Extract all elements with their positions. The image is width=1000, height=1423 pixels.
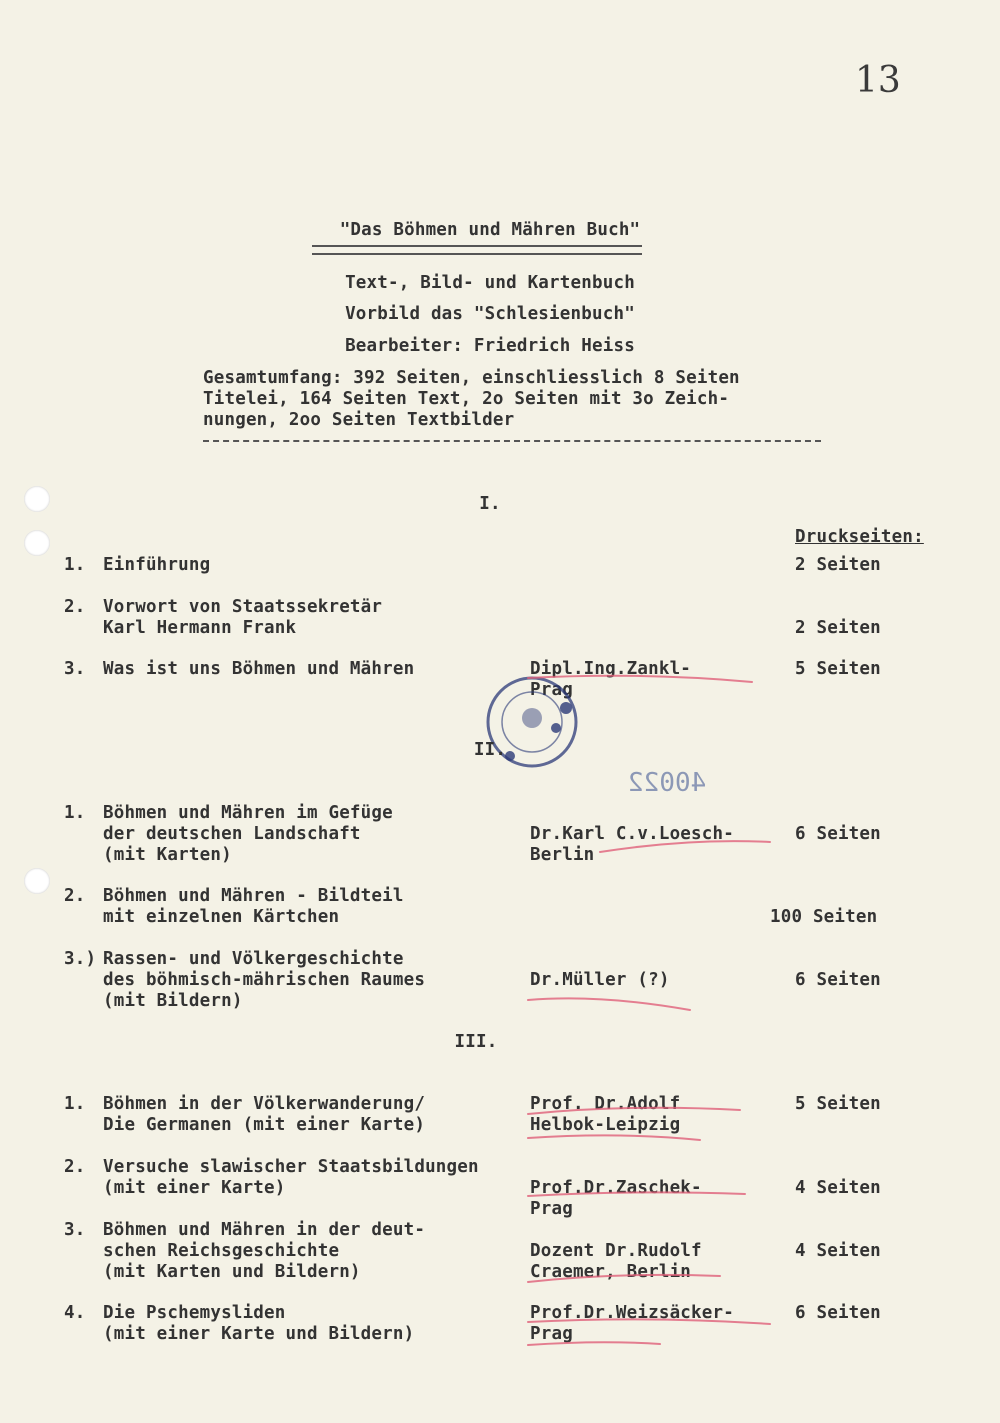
item-title: des böhmisch-mährischen Raumes — [103, 970, 426, 990]
item-title: mit einzelnen Kärtchen — [103, 907, 340, 927]
red-underline — [528, 1192, 745, 1196]
red-underline — [528, 998, 690, 1010]
red-underline — [528, 1135, 700, 1140]
page-number: 13 — [855, 60, 901, 101]
item-author: Dr.Karl C.v.Loesch- — [530, 824, 734, 844]
item-title: (mit Karten und Bildern) — [103, 1262, 361, 1282]
item-author: Dr.Müller (?) — [530, 970, 670, 990]
item-title: Die Pschemysliden — [103, 1303, 286, 1323]
editor-line: Bearbeiter: Friedrich Heiss — [345, 336, 635, 356]
item-number: 3. — [64, 1220, 86, 1240]
item-pages: 5 Seiten — [795, 1094, 881, 1114]
red-underline — [528, 1319, 770, 1324]
item-pages: 4 Seiten — [795, 1241, 881, 1261]
item-number: 1. — [64, 1094, 86, 1114]
section-heading: III. — [454, 1032, 498, 1052]
item-number: 1. — [64, 803, 86, 823]
item-title: (mit Karten) — [103, 845, 232, 865]
red-underline — [528, 1108, 740, 1114]
section-heading: I. — [479, 494, 501, 514]
column-header-pages: Druckseiten: — [795, 527, 924, 547]
item-pages: 100 Seiten — [770, 907, 878, 927]
item-number: 3. — [64, 659, 86, 679]
item-title: Was ist uns Böhmen und Mähren — [103, 659, 415, 679]
red-underline — [528, 1275, 720, 1282]
scope-line-2: Titelei, 164 Seiten Text, 2o Seiten mit 3o Zeich- — [203, 389, 730, 409]
red-underline — [528, 676, 752, 682]
item-pages: 6 Seiten — [795, 970, 881, 990]
item-title: Böhmen und Mähren - Bildteil — [103, 886, 404, 906]
item-pages: 2 Seiten — [795, 555, 881, 575]
item-title: schen Reichsgeschichte — [103, 1241, 340, 1261]
item-pages: 5 Seiten — [795, 659, 881, 679]
item-author: Prag — [530, 1324, 573, 1344]
item-author: Prof.Dr.Zaschek- — [530, 1178, 702, 1198]
item-title: der deutschen Landschaft — [103, 824, 361, 844]
item-title: Rassen- und Völkergeschichte — [103, 949, 404, 969]
item-number: 2. — [64, 886, 86, 906]
scope-line-1: Gesamtumfang: 392 Seiten, einschliesslich 8 Seiten — [203, 368, 740, 388]
item-title: Böhmen in der Völkerwanderung/ — [103, 1094, 426, 1114]
item-number: 1. — [64, 555, 86, 575]
item-number: 2. — [64, 1157, 86, 1177]
item-author: Craemer, Berlin — [530, 1262, 692, 1282]
item-author: Dipl.Ing.Zankl- — [530, 659, 692, 679]
item-pages: 6 Seiten — [795, 1303, 881, 1323]
item-title: Einführung — [103, 555, 211, 575]
subtitle-2: Vorbild das "Schlesienbuch" — [345, 304, 635, 324]
subtitle-1: Text-, Bild- und Kartenbuch — [345, 273, 635, 293]
scope-line-3: nungen, 2oo Seiten Textbilder — [203, 410, 515, 430]
item-title: Böhmen und Mähren in der deut- — [103, 1220, 426, 1240]
item-author: Berlin — [530, 845, 595, 865]
item-author: Prag — [530, 680, 573, 700]
item-title: (mit Bildern) — [103, 991, 243, 1011]
item-author: Dozent Dr.Rudolf — [530, 1241, 702, 1261]
stamp-number: 40022 — [628, 768, 707, 798]
item-author: Helbok-Leipzig — [530, 1115, 681, 1135]
section-heading: II. — [473, 740, 507, 760]
item-title: Böhmen und Mähren im Gefüge — [103, 803, 393, 823]
red-underline — [528, 1342, 660, 1345]
item-title: (mit einer Karte und Bildern) — [103, 1324, 415, 1344]
item-title: Karl Hermann Frank — [103, 618, 297, 638]
item-number: 3.) — [64, 949, 97, 969]
item-number: 4. — [64, 1303, 86, 1323]
item-number: 2. — [64, 597, 86, 617]
item-pages: 6 Seiten — [795, 824, 881, 844]
item-title: Die Germanen (mit einer Karte) — [103, 1115, 426, 1135]
item-author: Prof.Dr.Weizsäcker- — [530, 1303, 734, 1323]
item-author: Prof. Dr.Adolf — [530, 1094, 681, 1114]
item-title: (mit einer Karte) — [103, 1178, 286, 1198]
item-title: Vorwort von Staatssekretär — [103, 597, 383, 617]
item-pages: 2 Seiten — [795, 618, 881, 638]
item-pages: 4 Seiten — [795, 1178, 881, 1198]
document-title: "Das Böhmen und Mähren Buch" — [339, 220, 641, 240]
item-author: Prag — [530, 1199, 573, 1219]
item-title: Versuche slawischer Staatsbildungen — [103, 1157, 479, 1177]
red-underline — [600, 841, 770, 852]
